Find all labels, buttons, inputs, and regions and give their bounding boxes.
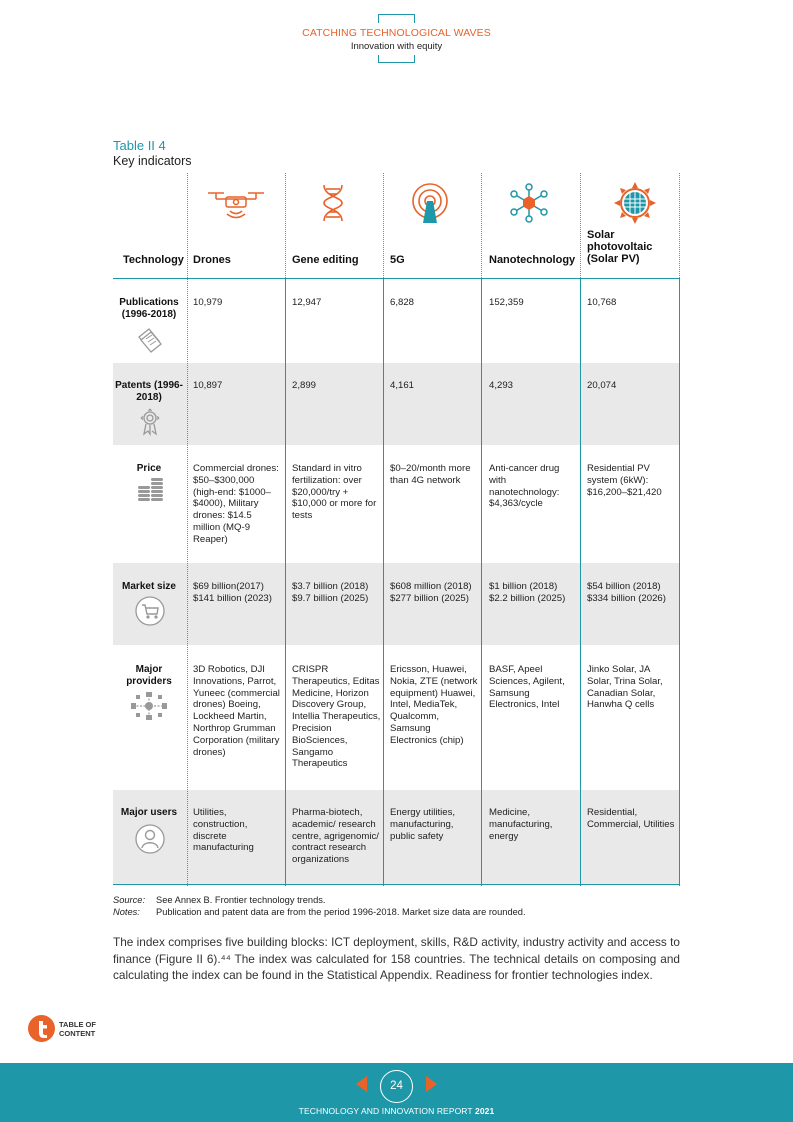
header-subtitle: Innovation with equity (350, 41, 443, 52)
table-cell: $3.7 billion (2018) $9.7 billion (2025) (292, 581, 369, 604)
table-cell: 4,293 (489, 380, 514, 391)
table-of-content-link[interactable] (59, 1020, 96, 1038)
report-title (0, 1106, 793, 1116)
row-divider (113, 884, 680, 885)
table-cell: $608 million (2018) $277 billion (2025) (390, 581, 472, 604)
column-divider (481, 173, 482, 278)
row-label-major-users: Major users (120, 807, 178, 818)
table-cell: 2,899 (292, 380, 317, 391)
table-cell: Standard in vitro fertilization: over $20,000/try + $10,000 or more for tests (292, 463, 377, 522)
column-divider (383, 278, 384, 886)
column-divider (481, 278, 482, 886)
table-cell: 6,828 (390, 297, 415, 308)
network-icon (130, 691, 168, 721)
toc-label-line2: CONTENT (59, 1029, 96, 1038)
toc-label-line1: TABLE OF (59, 1020, 96, 1029)
solar-panel-icon (613, 181, 657, 225)
column-header-drones: Drones (193, 254, 231, 266)
body-paragraph: The index comprises five building blocks: ICT deployment, skills, R&D activity, industry activity and access to finance (Figure II 6).⁴⁴ The index was calculated for 158 countries. The technical details on composing and calculating the index can be found in the Statistical Appendix. Readiness for frontier technologies index. (113, 935, 680, 983)
table-cell: 3D Robotics, DJI Innovations, Parrot, Yuneec (commercial drones) Boeing, Lockheed Martin, Northrop Grumman Corporation (military drones) (193, 664, 280, 758)
table-cell: Pharma-biotech, academic/ research centre, agrigenomic/ contract research organizations (292, 807, 379, 866)
table-cell: Utilities, construction, discrete manufacturing (193, 807, 254, 854)
table-cell: $54 billion (2018) $334 billion (2026) (587, 581, 666, 604)
column-divider (679, 173, 680, 278)
table-number: Table II 4 (113, 138, 166, 153)
table-cell: Medicine, manufacturing, energy (489, 807, 553, 842)
table-cell: 152,359 (489, 297, 524, 308)
cart-icon (135, 596, 165, 626)
table-title: Key indicators (113, 154, 192, 168)
column-divider (285, 173, 286, 278)
user-icon (135, 824, 165, 854)
table-cell: Residential, Commercial, Utilities (587, 807, 675, 830)
column-divider (679, 278, 680, 886)
column-divider (285, 278, 286, 886)
award-badge-icon (140, 408, 160, 436)
header-title: CATCHING TECHNOLOGICAL WAVES (302, 27, 491, 39)
column-divider (580, 173, 581, 278)
notes-text: Publication and patent data are from the period 1996-2018. Market size data are rounded. (156, 907, 526, 917)
row-label-price: Price (136, 463, 162, 474)
table-cell: 20,074 (587, 380, 617, 391)
table-cell: Energy utilities, manufacturing, public safety (390, 807, 456, 842)
table-cell: 12,947 (292, 297, 322, 308)
table-cell: 10,897 (193, 380, 223, 391)
row-label-patents: Patents (1996-2018) (115, 380, 183, 403)
header-bracket-top (378, 14, 415, 23)
table-cell: BASF, Apeel Sciences, Agilent, Samsung Electronics, Intel (489, 664, 565, 711)
row-label-publications: Publications (1996-2018) (119, 297, 179, 320)
table-cell: 10,768 (587, 297, 617, 308)
page-number: 24 (380, 1070, 413, 1103)
molecule-icon (508, 183, 550, 223)
table-cell: Jinko Solar, JA Solar, Trina Solar, Canadian Solar, Hanwha Q cells (587, 664, 663, 711)
table-cell: $1 billion (2018) $2.2 billion (2025) (489, 581, 566, 604)
report-title-text: TECHNOLOGY AND INNOVATION REPORT (298, 1106, 473, 1116)
table-cell: $69 billion(2017) $141 billion (2023) (193, 581, 272, 604)
key-indicators-table (113, 173, 680, 886)
header-bracket-bottom (378, 55, 415, 63)
documents-icon (135, 325, 163, 353)
column-divider (383, 173, 384, 278)
table-cell: Anti-cancer drug with nanotechnology: $4,363/cycle (489, 463, 560, 510)
next-page-arrow-icon[interactable] (426, 1076, 437, 1092)
row-divider (113, 278, 680, 279)
corner-header: Technology (123, 254, 184, 266)
table-cell: CRISPR Therapeutics, Editas Medicine, Horizon Discovery Group, Intellia Therapeutics, Precision BioSciences, Sangamo Therapeutics (292, 664, 381, 770)
column-divider (187, 173, 188, 886)
coins-icon (136, 477, 164, 501)
column-header-5g: 5G (390, 254, 405, 266)
table-cell: 4,161 (390, 380, 415, 391)
previous-page-arrow-icon[interactable] (356, 1076, 367, 1092)
table-of-content-icon[interactable] (28, 1015, 55, 1042)
drone-icon (206, 185, 266, 221)
report-year: 2021 (475, 1106, 495, 1116)
page-footer (0, 1063, 793, 1122)
signal-tower-icon (410, 181, 450, 225)
table-cell: Commercial drones: $50–$300,000 (high-end: $1000–$4000), Military drones: $14.5 million (MQ-9 Reaper) (193, 463, 279, 545)
column-header-nanotechnology: Nanotechnology (489, 254, 576, 266)
source-text: See Annex B. Frontier technology trends. (156, 895, 326, 905)
row-label-major-providers: Major providers (126, 664, 172, 687)
column-header-gene-editing: Gene editing (292, 254, 359, 266)
column-divider (580, 278, 581, 886)
source-label: Source: (113, 895, 146, 905)
row-band-patents (113, 363, 680, 445)
notes-label: Notes: (113, 907, 140, 917)
dna-icon (318, 183, 348, 223)
row-label-market-size: Market size (122, 581, 176, 592)
column-header-solar-pv: Solar photovoltaic (Solar PV) (587, 229, 653, 265)
table-cell: Residential PV system (6kW): $16,200–$21,420 (587, 463, 662, 498)
table-source-notes (113, 894, 526, 918)
table-cell: 10,979 (193, 297, 223, 308)
table-cell: Ericsson, Huawei, Nokia, ZTE (network equipment) Huawei, Intel, MediaTek, Qualcomm, Samsung Electronics (chip) (390, 664, 478, 746)
table-cell: $0–20/month more than 4G network (390, 463, 471, 486)
